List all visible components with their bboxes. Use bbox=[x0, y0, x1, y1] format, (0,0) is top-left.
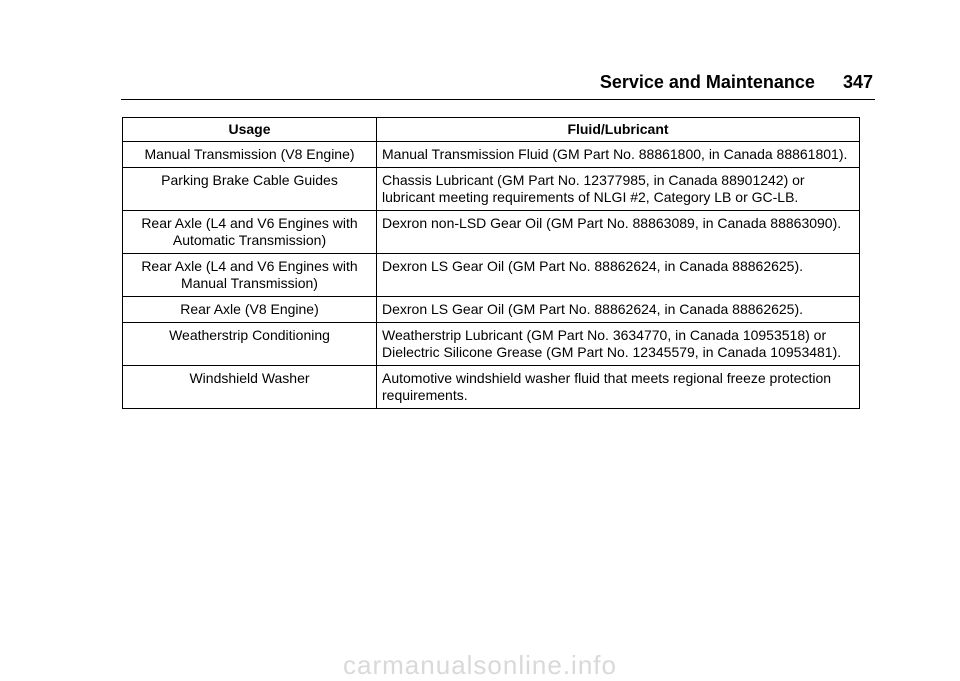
table-row bbox=[123, 323, 860, 366]
table-row bbox=[123, 211, 860, 254]
column-header-fluid: Fluid/Lubricant bbox=[377, 118, 860, 142]
watermark: carmanualsonline.info bbox=[343, 650, 617, 680]
fluids-lubricants-table bbox=[122, 117, 860, 409]
column-header-usage: Usage bbox=[123, 118, 377, 142]
fluid-cell: Chassis Lubricant (GM Part No. 12377985, in Canada 88901242) or lubricant meeting requirements of NLGI #2, Category LB or GC-LB. bbox=[377, 168, 860, 211]
usage-cell: Rear Axle (L4 and V6 Engines with Manual Transmission) bbox=[123, 254, 377, 297]
section-title: Service and Maintenance bbox=[599, 72, 815, 92]
usage-cell: Manual Transmission (V8 Engine) bbox=[123, 142, 377, 168]
usage-cell: Windshield Washer bbox=[123, 366, 377, 409]
usage-cell: Rear Axle (V8 Engine) bbox=[123, 297, 377, 323]
table-row bbox=[123, 254, 860, 297]
table-row bbox=[123, 366, 860, 409]
fluid-cell: Dexron non-LSD Gear Oil (GM Part No. 88863089, in Canada 88863090). bbox=[377, 211, 860, 254]
fluid-cell: Weatherstrip Lubricant (GM Part No. 3634770, in Canada 10953518) or Dielectric Silicone Grease (GM Part No. 12345579, in Canada 10953481). bbox=[377, 323, 860, 366]
fluid-cell: Automotive windshield washer fluid that meets regional freeze protection requirements. bbox=[377, 366, 860, 409]
usage-cell: Parking Brake Cable Guides bbox=[123, 168, 377, 211]
table-row bbox=[123, 168, 860, 211]
page-header bbox=[0, 70, 873, 94]
table-header-row bbox=[123, 118, 860, 142]
header-rule bbox=[121, 99, 875, 100]
fluid-cell: Dexron LS Gear Oil (GM Part No. 88862624, in Canada 88862625). bbox=[377, 297, 860, 323]
usage-cell: Rear Axle (L4 and V6 Engines with Automatic Transmission) bbox=[123, 211, 377, 254]
table-row bbox=[123, 142, 860, 168]
page-number: 347 bbox=[842, 72, 873, 92]
fluid-cell: Manual Transmission Fluid (GM Part No. 88861800, in Canada 88861801). bbox=[377, 142, 860, 168]
usage-cell: Weatherstrip Conditioning bbox=[123, 323, 377, 366]
fluid-cell: Dexron LS Gear Oil (GM Part No. 88862624, in Canada 88862625). bbox=[377, 254, 860, 297]
table-row bbox=[123, 297, 860, 323]
